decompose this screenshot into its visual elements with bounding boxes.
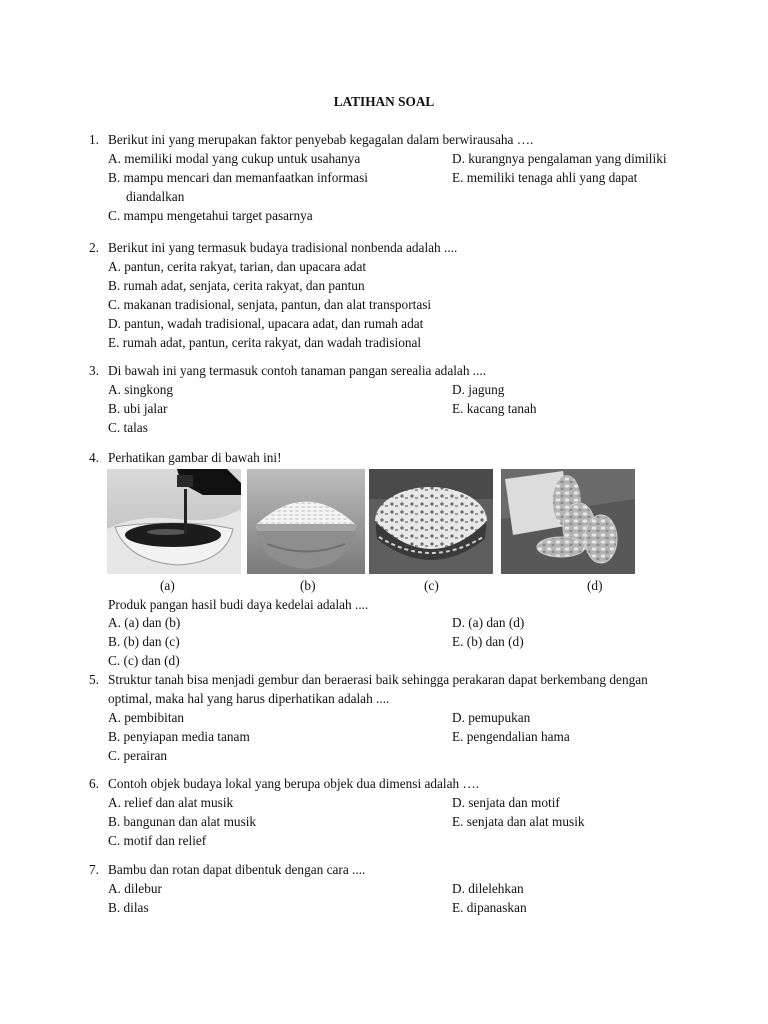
- option-b: B. penyiapan media tanam: [108, 729, 250, 744]
- option-a: A. relief dan alat musik: [108, 795, 234, 810]
- question-text: Contoh objek budaya lokal yang berupa objek dua dimensi adalah ….: [108, 776, 480, 791]
- question-text: Struktur tanah bisa menjadi gembur dan beraerasi baik sehingga perakaran dapat berkembang dengan: [108, 672, 648, 687]
- question-number: 7.: [89, 862, 99, 877]
- option-a: A. pembibitan: [108, 710, 185, 725]
- option-d: D. pantun, wadah tradisional, upacara adat, dan rumah adat: [108, 316, 424, 331]
- option-a: A. singkong: [108, 382, 174, 397]
- soy-sauce-photo: [107, 469, 241, 574]
- page-title: LATIHAN SOAL: [333, 94, 435, 109]
- question-text: Di bawah ini yang termasuk contoh tanaman pangan serealia adalah ....: [108, 363, 487, 378]
- option-b: B. rumah adat, senjata, cerita rakyat, dan pantun: [108, 278, 365, 293]
- option-e: E. memiliki tenaga ahli yang dapat: [452, 170, 638, 185]
- caption-d: (d): [587, 578, 603, 593]
- option-b-continued: diandalkan: [126, 189, 185, 204]
- caption-b: (b): [300, 578, 316, 593]
- option-b: B. (b) dan (c): [108, 634, 180, 649]
- option-c: C. makanan tradisional, senjata, pantun, dan alat transportasi: [108, 297, 432, 312]
- option-a: A. memiliki modal yang cukup untuk usahanya: [108, 151, 361, 166]
- question-text: Bambu dan rotan dapat dibentuk dengan cara ....: [108, 862, 366, 877]
- tempeh-photo: [501, 469, 635, 574]
- option-a: A. pantun, cerita rakyat, tarian, dan upacara adat: [108, 259, 367, 274]
- option-e: E. dipanaskan: [452, 900, 527, 915]
- option-b: B. dilas: [108, 900, 149, 915]
- option-e: E. senjata dan alat musik: [452, 814, 585, 829]
- option-c: C. mampu mengetahui target pasarnya: [108, 208, 313, 223]
- question-text: Perhatikan gambar di bawah ini!: [108, 450, 282, 465]
- option-d: D. pemupukan: [452, 710, 531, 725]
- question-text-continued: optimal, maka hal yang harus diperhatikan adalah ....: [108, 691, 390, 706]
- question-number: 5.: [89, 672, 99, 687]
- option-d: D. dilelehkan: [452, 881, 524, 896]
- option-c: C. perairan: [108, 748, 168, 763]
- question-number: 1.: [89, 132, 99, 147]
- question-prompt: Produk pangan hasil budi daya kedelai adalah ....: [108, 597, 369, 612]
- steamed-rice-photo: [247, 469, 365, 574]
- option-c: C. talas: [108, 420, 148, 435]
- option-e: E. pengendalian hama: [452, 729, 570, 744]
- option-d: D. jagung: [452, 382, 505, 397]
- option-e: E. (b) dan (d): [452, 634, 524, 649]
- option-e: E. rumah adat, pantun, cerita rakyat, dan wadah tradisional: [108, 335, 422, 350]
- option-a: A. (a) dan (b): [108, 615, 181, 630]
- question-number: 6.: [89, 776, 99, 791]
- question-text: Berikut ini yang merupakan faktor penyebab kegagalan dalam berwirausaha ….: [108, 132, 534, 147]
- rice-dish-photo: [369, 469, 493, 574]
- option-e: E. kacang tanah: [452, 401, 537, 416]
- question-number: 4.: [89, 450, 99, 465]
- option-b: B. mampu mencari dan memanfaatkan informasi: [108, 170, 368, 185]
- option-c: C. (c) dan (d): [108, 653, 180, 668]
- option-d: D. (a) dan (d): [452, 615, 525, 630]
- question-text: Berikut ini yang termasuk budaya tradisional nonbenda adalah ....: [108, 240, 458, 255]
- option-a: A. dilebur: [108, 881, 162, 896]
- question-number: 3.: [89, 363, 99, 378]
- question-number: 2.: [89, 240, 99, 255]
- option-d: D. senjata dan motif: [452, 795, 560, 810]
- option-b: B. bangunan dan alat musik: [108, 814, 257, 829]
- caption-a: (a): [160, 578, 175, 593]
- option-c: C. motif dan relief: [108, 833, 207, 848]
- option-d: D. kurangnya pengalaman yang dimiliki: [452, 151, 667, 166]
- option-b: B. ubi jalar: [108, 401, 168, 416]
- caption-c: (c): [424, 578, 439, 593]
